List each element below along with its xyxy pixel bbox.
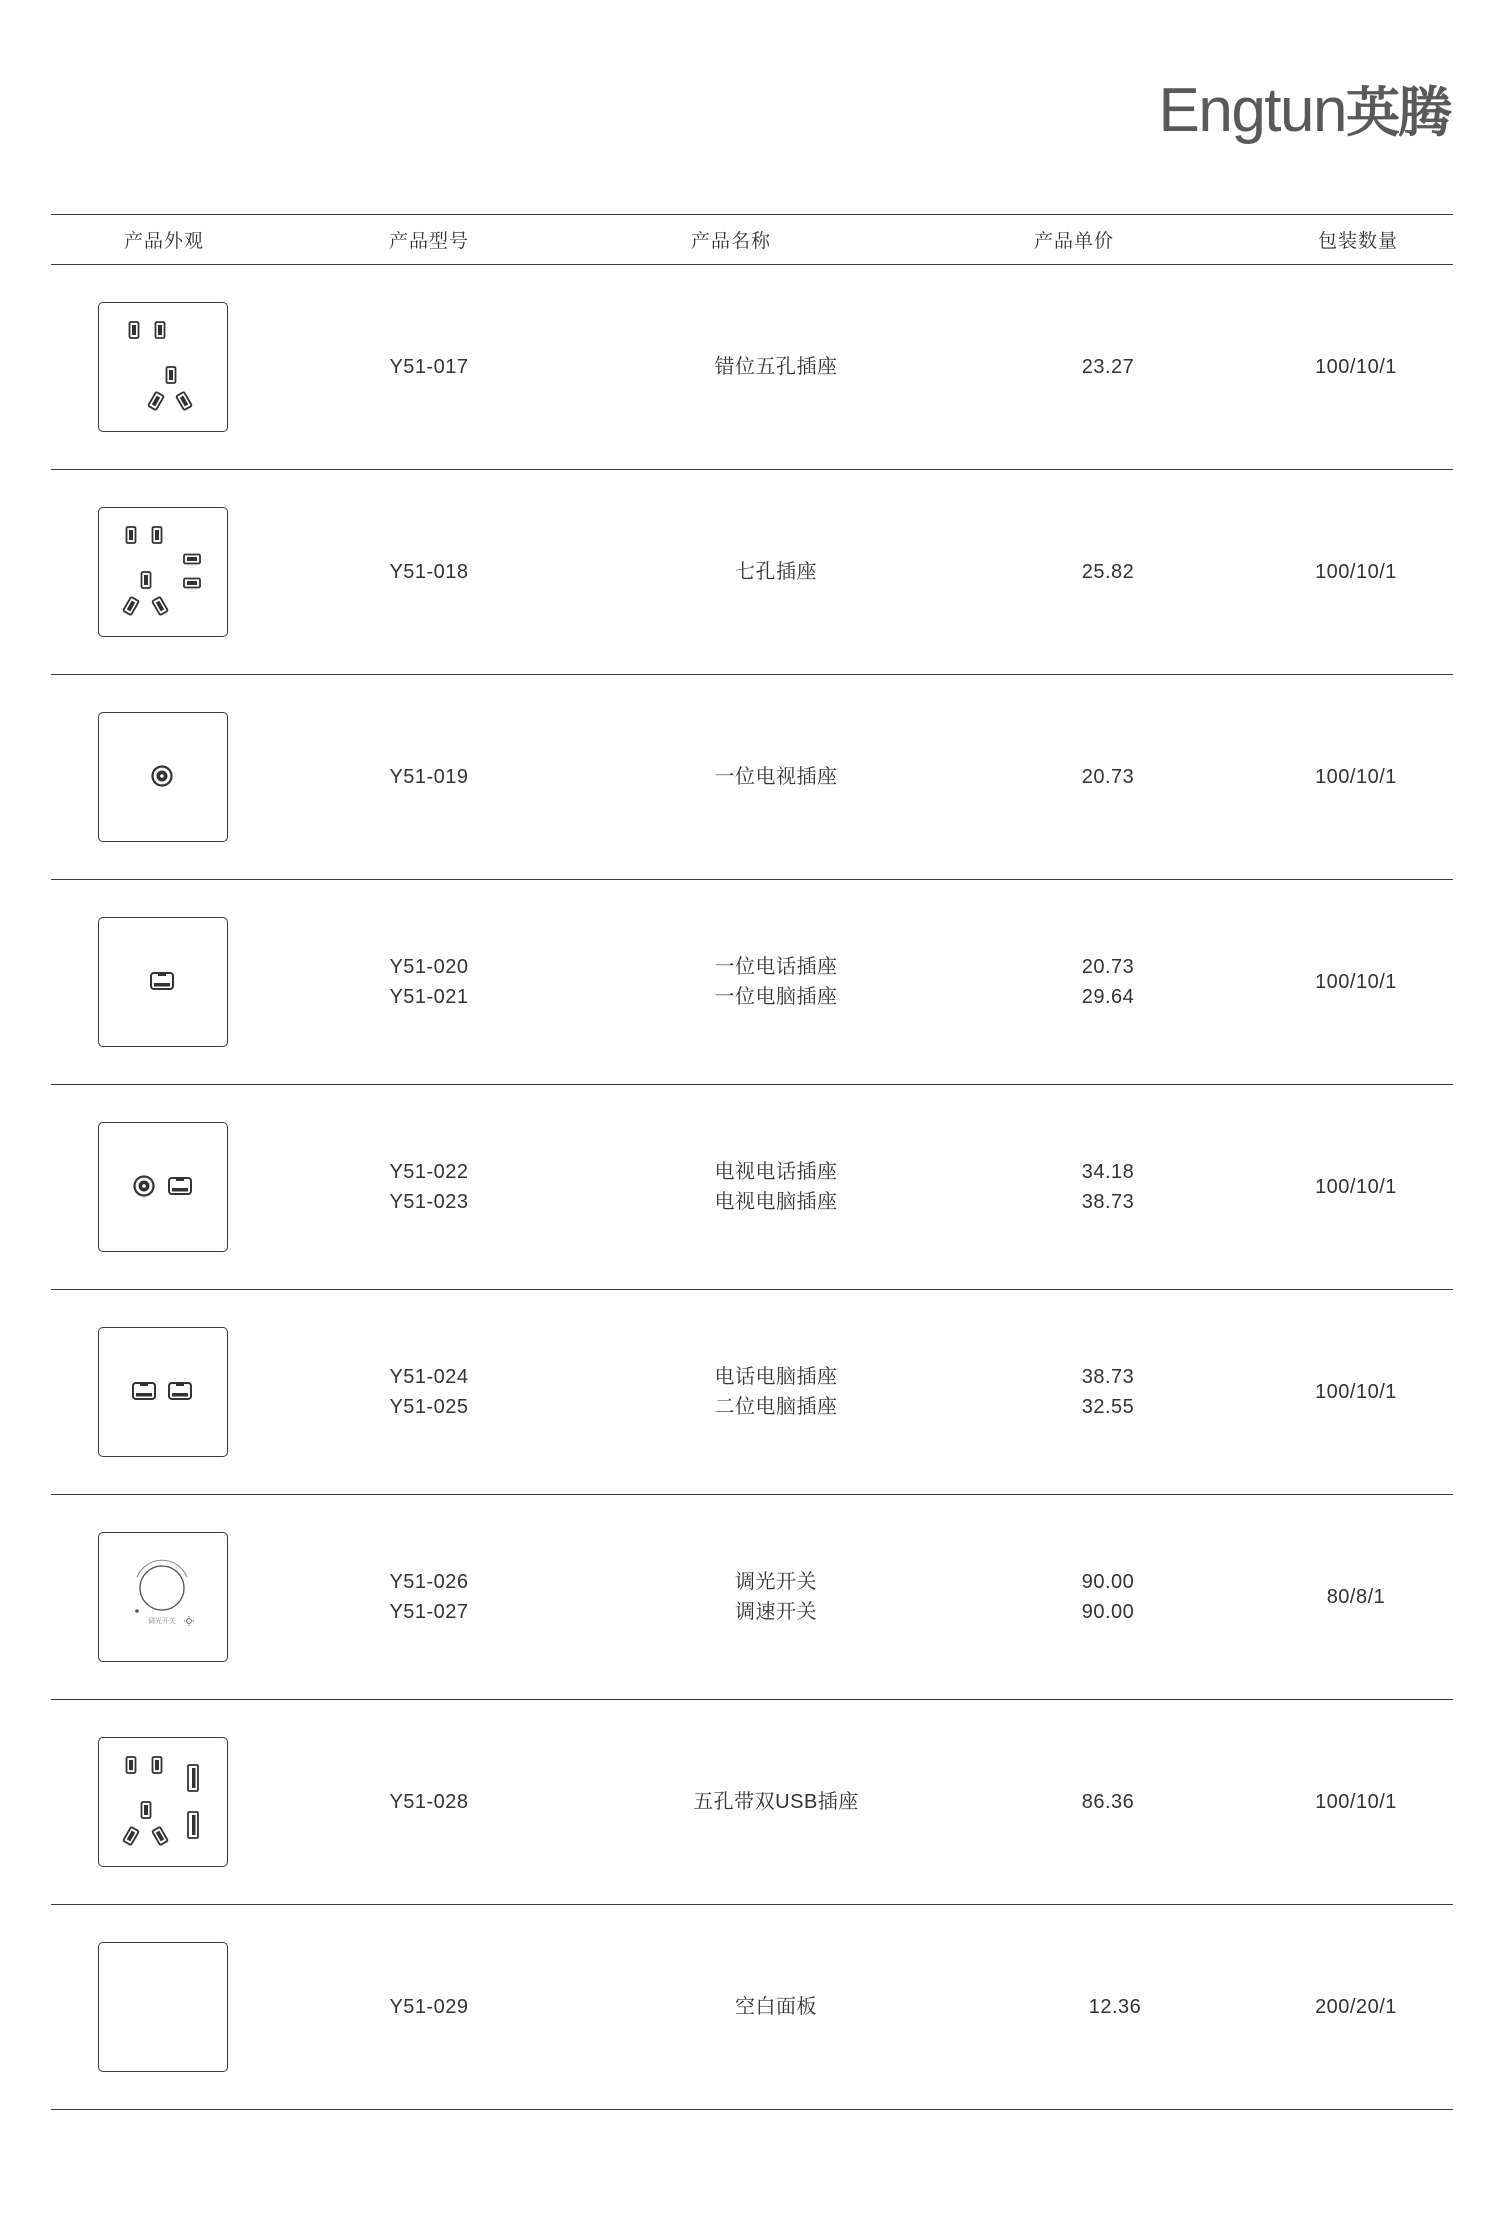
header-appearance: 产品外观 [123,231,204,252]
data-jack [169,1383,191,1399]
model-cell [329,1905,529,2109]
packing-quantity: 100/10/1 [1315,561,1397,583]
socket-slot [153,1757,162,1773]
product-panel-image [98,507,228,637]
table-row [51,1700,1453,1905]
packing-quantity: 80/8/1 [1326,1586,1386,1608]
price-cell [1038,1085,1178,1289]
packing-quantity: 200/20/1 [1315,1996,1397,2018]
model-number: Y51-022 [389,1161,469,1183]
five-hole-dual-usb-socket-icon [97,1736,227,1866]
table-row [51,1495,1453,1700]
data-jack [151,973,173,989]
product-name: 二位电脑插座 [714,1396,838,1418]
product-name: 电视电脑插座 [714,1191,838,1213]
table-row [51,1290,1453,1495]
product-name: 空白面板 [735,1996,817,2018]
unit-price: 12.36 [1088,1996,1142,2018]
product-panel-image [98,712,228,842]
earth-slot [142,1802,151,1818]
model-cell [329,265,529,469]
product-name: 七孔插座 [735,561,817,583]
model-number: Y51-028 [389,1791,469,1813]
panel-printed-label: 调光开关 [148,1617,177,1626]
product-name: 五孔带双USB插座 [693,1791,859,1813]
five-hole-socket-icon [97,301,227,431]
indicator-dot [136,1610,140,1614]
product-name: 一位电视插座 [714,766,838,788]
packing-quantity: 100/10/1 [1315,1381,1397,1403]
name-cell [626,1085,926,1289]
unit-price: 38.73 [1081,1191,1135,1213]
model-cell [329,470,529,674]
product-panel-image [98,1737,228,1867]
socket-slot [177,392,193,410]
usb-port [188,1812,198,1838]
tv-socket-icon [97,711,227,841]
name-cell [626,1495,926,1699]
unit-price: 34.18 [1081,1161,1135,1183]
socket-slot [153,527,162,543]
product-panel-image [98,302,228,432]
price-cell [1038,880,1178,1084]
unit-price: 25.82 [1081,561,1135,583]
model-number: Y51-018 [389,561,469,583]
unit-price: 38.73 [1081,1366,1135,1388]
unit-price: 20.73 [1081,766,1135,788]
tv-jack-socket-icon [97,1121,227,1251]
packing-quantity: 100/10/1 [1315,1176,1397,1198]
model-number: Y51-019 [389,766,469,788]
model-cell [329,675,529,879]
coax-port [153,767,172,786]
table-header [51,214,1453,265]
price-cell [1038,1495,1178,1699]
header-model: 产品型号 [388,231,469,252]
unit-price: 32.55 [1081,1396,1135,1418]
packing-quantity: 100/10/1 [1315,1791,1397,1813]
packing-cell [1256,470,1456,674]
packing-cell [1256,1085,1456,1289]
header-price: 产品单价 [1033,231,1114,252]
brand-name-latin: Engtun [1158,76,1346,145]
packing-cell [1256,1290,1456,1494]
model-number: Y51-020 [389,956,469,978]
socket-slot [156,322,165,338]
product-panel-image [98,1122,228,1252]
dimmer-switch-icon [97,1531,227,1661]
data-jack [169,1178,191,1194]
earth-slot [142,572,151,588]
model-number: Y51-021 [389,986,469,1008]
model-cell [329,880,529,1084]
earth-slot [167,367,176,383]
socket-slot [124,597,140,615]
model-cell [329,1700,529,1904]
name-cell [626,1290,926,1494]
table-row [51,880,1453,1085]
model-number: Y51-017 [389,356,469,378]
socket-slot [127,527,136,543]
price-cell [1038,265,1178,469]
product-panel-image [98,1532,228,1662]
socket-slot [184,579,200,588]
product-panel-image [98,917,228,1047]
table-row [51,265,1453,470]
packing-quantity: 100/10/1 [1315,971,1397,993]
price-cell [1045,1905,1185,2109]
name-cell [626,880,926,1084]
name-cell [626,1700,926,1904]
product-name: 电话电脑插座 [714,1366,838,1388]
product-panel-image [98,1327,228,1457]
socket-slot [153,1827,169,1845]
socket-slot [149,392,165,410]
unit-price: 86.36 [1081,1791,1135,1813]
packing-cell [1256,1905,1456,2109]
brand-logo [1158,76,1450,150]
price-cell [1038,470,1178,674]
product-name: 错位五孔插座 [714,356,838,378]
packing-cell [1256,1495,1456,1699]
name-cell [626,1905,926,2109]
model-number: Y51-023 [389,1191,469,1213]
model-cell [329,1085,529,1289]
price-cell [1038,1700,1178,1904]
product-name: 一位电话插座 [714,956,838,978]
product-name: 调光开关 [735,1571,817,1593]
packing-cell [1256,675,1456,879]
model-number: Y51-026 [389,1571,469,1593]
single-jack-socket-icon [97,916,227,1046]
model-cell [329,1495,529,1699]
header-packing: 包装数量 [1317,231,1398,252]
model-number: Y51-029 [389,1996,469,2018]
socket-slot [153,597,169,615]
unit-price: 29.64 [1081,986,1135,1008]
model-number: Y51-027 [389,1601,469,1623]
name-cell [626,675,926,879]
price-cell [1038,675,1178,879]
table-row [51,675,1453,880]
price-cell [1038,1290,1178,1494]
model-number: Y51-024 [389,1366,469,1388]
data-jack [133,1383,155,1399]
model-number: Y51-025 [389,1396,469,1418]
product-name: 电视电话插座 [714,1161,838,1183]
socket-slot [127,1757,136,1773]
product-name: 一位电脑插座 [714,986,838,1008]
unit-price: 90.00 [1081,1601,1135,1623]
name-cell [626,470,926,674]
unit-price: 90.00 [1081,1571,1135,1593]
packing-quantity: 100/10/1 [1315,766,1397,788]
table-row [51,1905,1453,2110]
unit-price: 20.73 [1081,956,1135,978]
product-panel-image [98,1942,228,2072]
unit-price: 23.27 [1081,356,1135,378]
packing-cell [1256,265,1456,469]
packing-cell [1256,1700,1456,1904]
seven-hole-socket-icon [97,506,227,636]
socket-slot [184,555,200,564]
double-jack-socket-icon [97,1326,227,1456]
product-name: 调速开关 [735,1601,817,1623]
sun-icon [184,1616,194,1626]
blank-panel-icon [97,1941,227,2071]
dimmer-knob [140,1566,184,1610]
name-cell [626,265,926,469]
coax-port [135,1177,154,1196]
packing-quantity: 100/10/1 [1315,356,1397,378]
table-row [51,1085,1453,1290]
header-name: 产品名称 [690,231,771,252]
table-row [51,470,1453,675]
model-cell [329,1290,529,1494]
socket-slot [124,1827,140,1845]
socket-slot [130,322,139,338]
packing-cell [1256,880,1456,1084]
usb-port [188,1765,198,1791]
brand-name-chinese: 英腾 [1346,81,1450,144]
